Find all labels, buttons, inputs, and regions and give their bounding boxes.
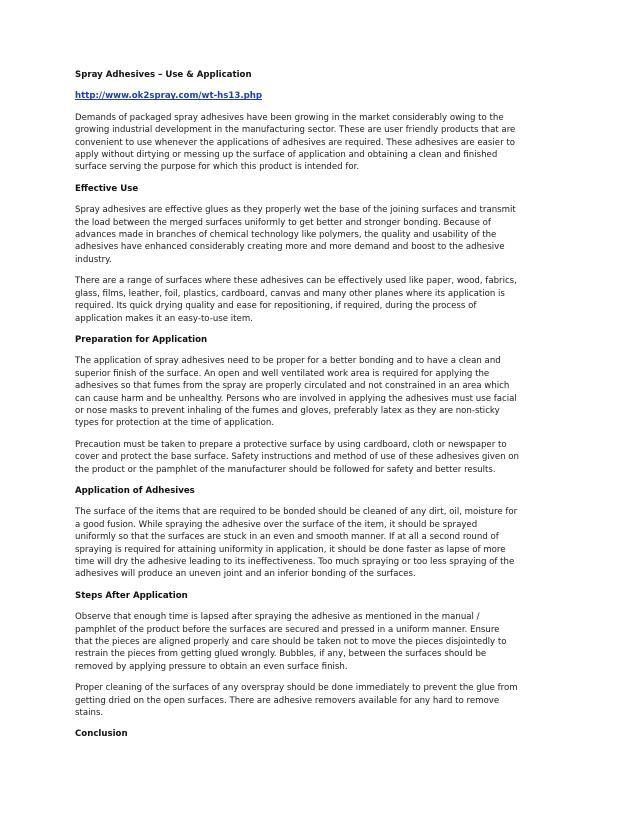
paragraph-line: restrain the pieces from getting glued wrongly. Bubbles, if any, between the surfaces should be [75, 649, 487, 660]
body-paragraph [75, 611, 565, 673]
document-title: Spray Adhesives – Use & Application [75, 70, 252, 80]
paragraph-line: surface serving the purpose for which this product is intended for. [75, 162, 360, 173]
paragraph-line: required. Its quick drying quality and ease for repositioning, if required, during the process of [75, 301, 477, 312]
paragraph-line: adhesives have enhanced considerably creating more and more demand and boost to the adhesive [75, 242, 505, 253]
paragraph-line: the load between the merged surfaces uniformly to get better and stronger bonding. Because of [75, 217, 491, 228]
paragraph-line: spraying is required for attaining uniformity in application, it should be done faster as lapse of more [75, 544, 506, 555]
source-url-link[interactable]: http://www.ok2spray.com/wt-hs13.php [75, 91, 263, 102]
section-heading-conclusion: Conclusion [75, 729, 128, 740]
paragraph-line: apply without dirtying or messing up the surface of application and obtaining a clean and finished [75, 150, 498, 161]
paragraph-line: There are a range of surfaces where these adhesives can be effectively used like paper, wood, fabrics, [75, 276, 517, 287]
paragraph-line: getting dried on the open surfaces. There are adhesive removers available for any hard to remove [75, 695, 500, 706]
paragraph-line: glass, films, leather, foil, plastics, cardboard, canvas and many other planes where its application is [75, 288, 505, 299]
document-page [75, 69, 565, 750]
section-heading-application-of-adhesives: Application of Adhesives [75, 485, 195, 496]
section-heading-effective-use: Effective Use [75, 183, 139, 194]
paragraph-line: or nose masks to prevent inhaling of the fumes and gloves, preferably latex as they are non-sticky [75, 405, 500, 416]
paragraph-line: time will dry the adhesive leading to its ineffectiveness. Too much spraying or too less spraying of the [75, 557, 515, 567]
body-paragraph [75, 204, 565, 266]
paragraph-line: The surface of the items that are required to be bonded should be cleaned of any dirt, oil, moisture for [75, 507, 518, 518]
paragraph-line: that the pieces are aligned properly and care should be taken not to move the pieces disjointedly to [75, 637, 507, 648]
paragraph-line: uniformly so that the surfaces are stuck in an even and smooth manner. If at all a second round of [75, 532, 499, 543]
paragraph-line: superior finish of the surface. An open and well ventilated work area is required for applying the [75, 368, 490, 379]
paragraph-line: Observe that enough time is lapsed after spraying the adhesive as mentioned in the manual / [75, 612, 480, 623]
intro-paragraph [75, 112, 565, 174]
paragraph-line: convenient to use whenever the applications of adhesives are required. These adhesives are easier to [75, 137, 515, 148]
body-paragraph [75, 439, 565, 476]
section-heading-steps-after-application: Steps After Application [75, 590, 188, 601]
paragraph-line: advances made in branches of chemical technology like polymers, the quality and usability of the [75, 230, 497, 241]
paragraph-line: removed by applying pressure to obtain an even surface finish. [75, 661, 348, 672]
paragraph-line: growing industrial development in the manufacturing sector. These are user friendly products that are [75, 125, 516, 136]
paragraph-line: pamphlet of the product before the surfaces are secured and pressed in a uniform manner. Ensure [75, 624, 500, 635]
paragraph-line: application makes it an easy-to-use item. [75, 313, 253, 324]
paragraph-line: adhesives will produce an uneven joint and an inferior bonding of the surfaces. [75, 569, 416, 580]
paragraph-line: types for protection at the time of application. [75, 418, 275, 429]
paragraph-line: stains. [75, 708, 104, 719]
body-paragraph [75, 355, 565, 429]
paragraph-line: can cause harm and be unhealthy. Persons who are involved in applying the adhesives must use facial [75, 393, 517, 404]
paragraph-line: Precaution must be taken to prepare a protective surface by using cardboard, cloth or newspaper to [75, 439, 507, 450]
body-paragraph [75, 506, 565, 580]
section-heading-preparation: Preparation for Application [75, 334, 208, 345]
paragraph-line: cover and protect the base surface. Safety instructions and method of use of these adhesives given on [75, 452, 520, 463]
paragraph-line: Spray adhesives are effective glues as they properly wet the base of the joining surfaces and transmit [75, 205, 516, 216]
body-paragraph [75, 682, 565, 719]
paragraph-line: adhesives so that fumes from the spray are properly circulated and not constrained in an area which [75, 381, 510, 392]
paragraph-line: Demands of packaged spray adhesives have been growing in the market considerably owing to the [75, 112, 504, 123]
paragraph-line: Proper cleaning of the surfaces of any overspray should be done immediately to prevent the glue from [75, 683, 518, 694]
body-paragraph [75, 275, 565, 325]
paragraph-line: industry. [75, 254, 112, 265]
paragraph-line: a good fusion. While spraying the adhesive over the surface of the item, it should be sprayed [75, 519, 478, 530]
paragraph-line: The application of spray adhesives need to be proper for a better bonding and to have a clean and [75, 356, 501, 367]
paragraph-line: the product or the pamphlet of the manufacturer should be followed for safety and better results. [75, 464, 496, 475]
